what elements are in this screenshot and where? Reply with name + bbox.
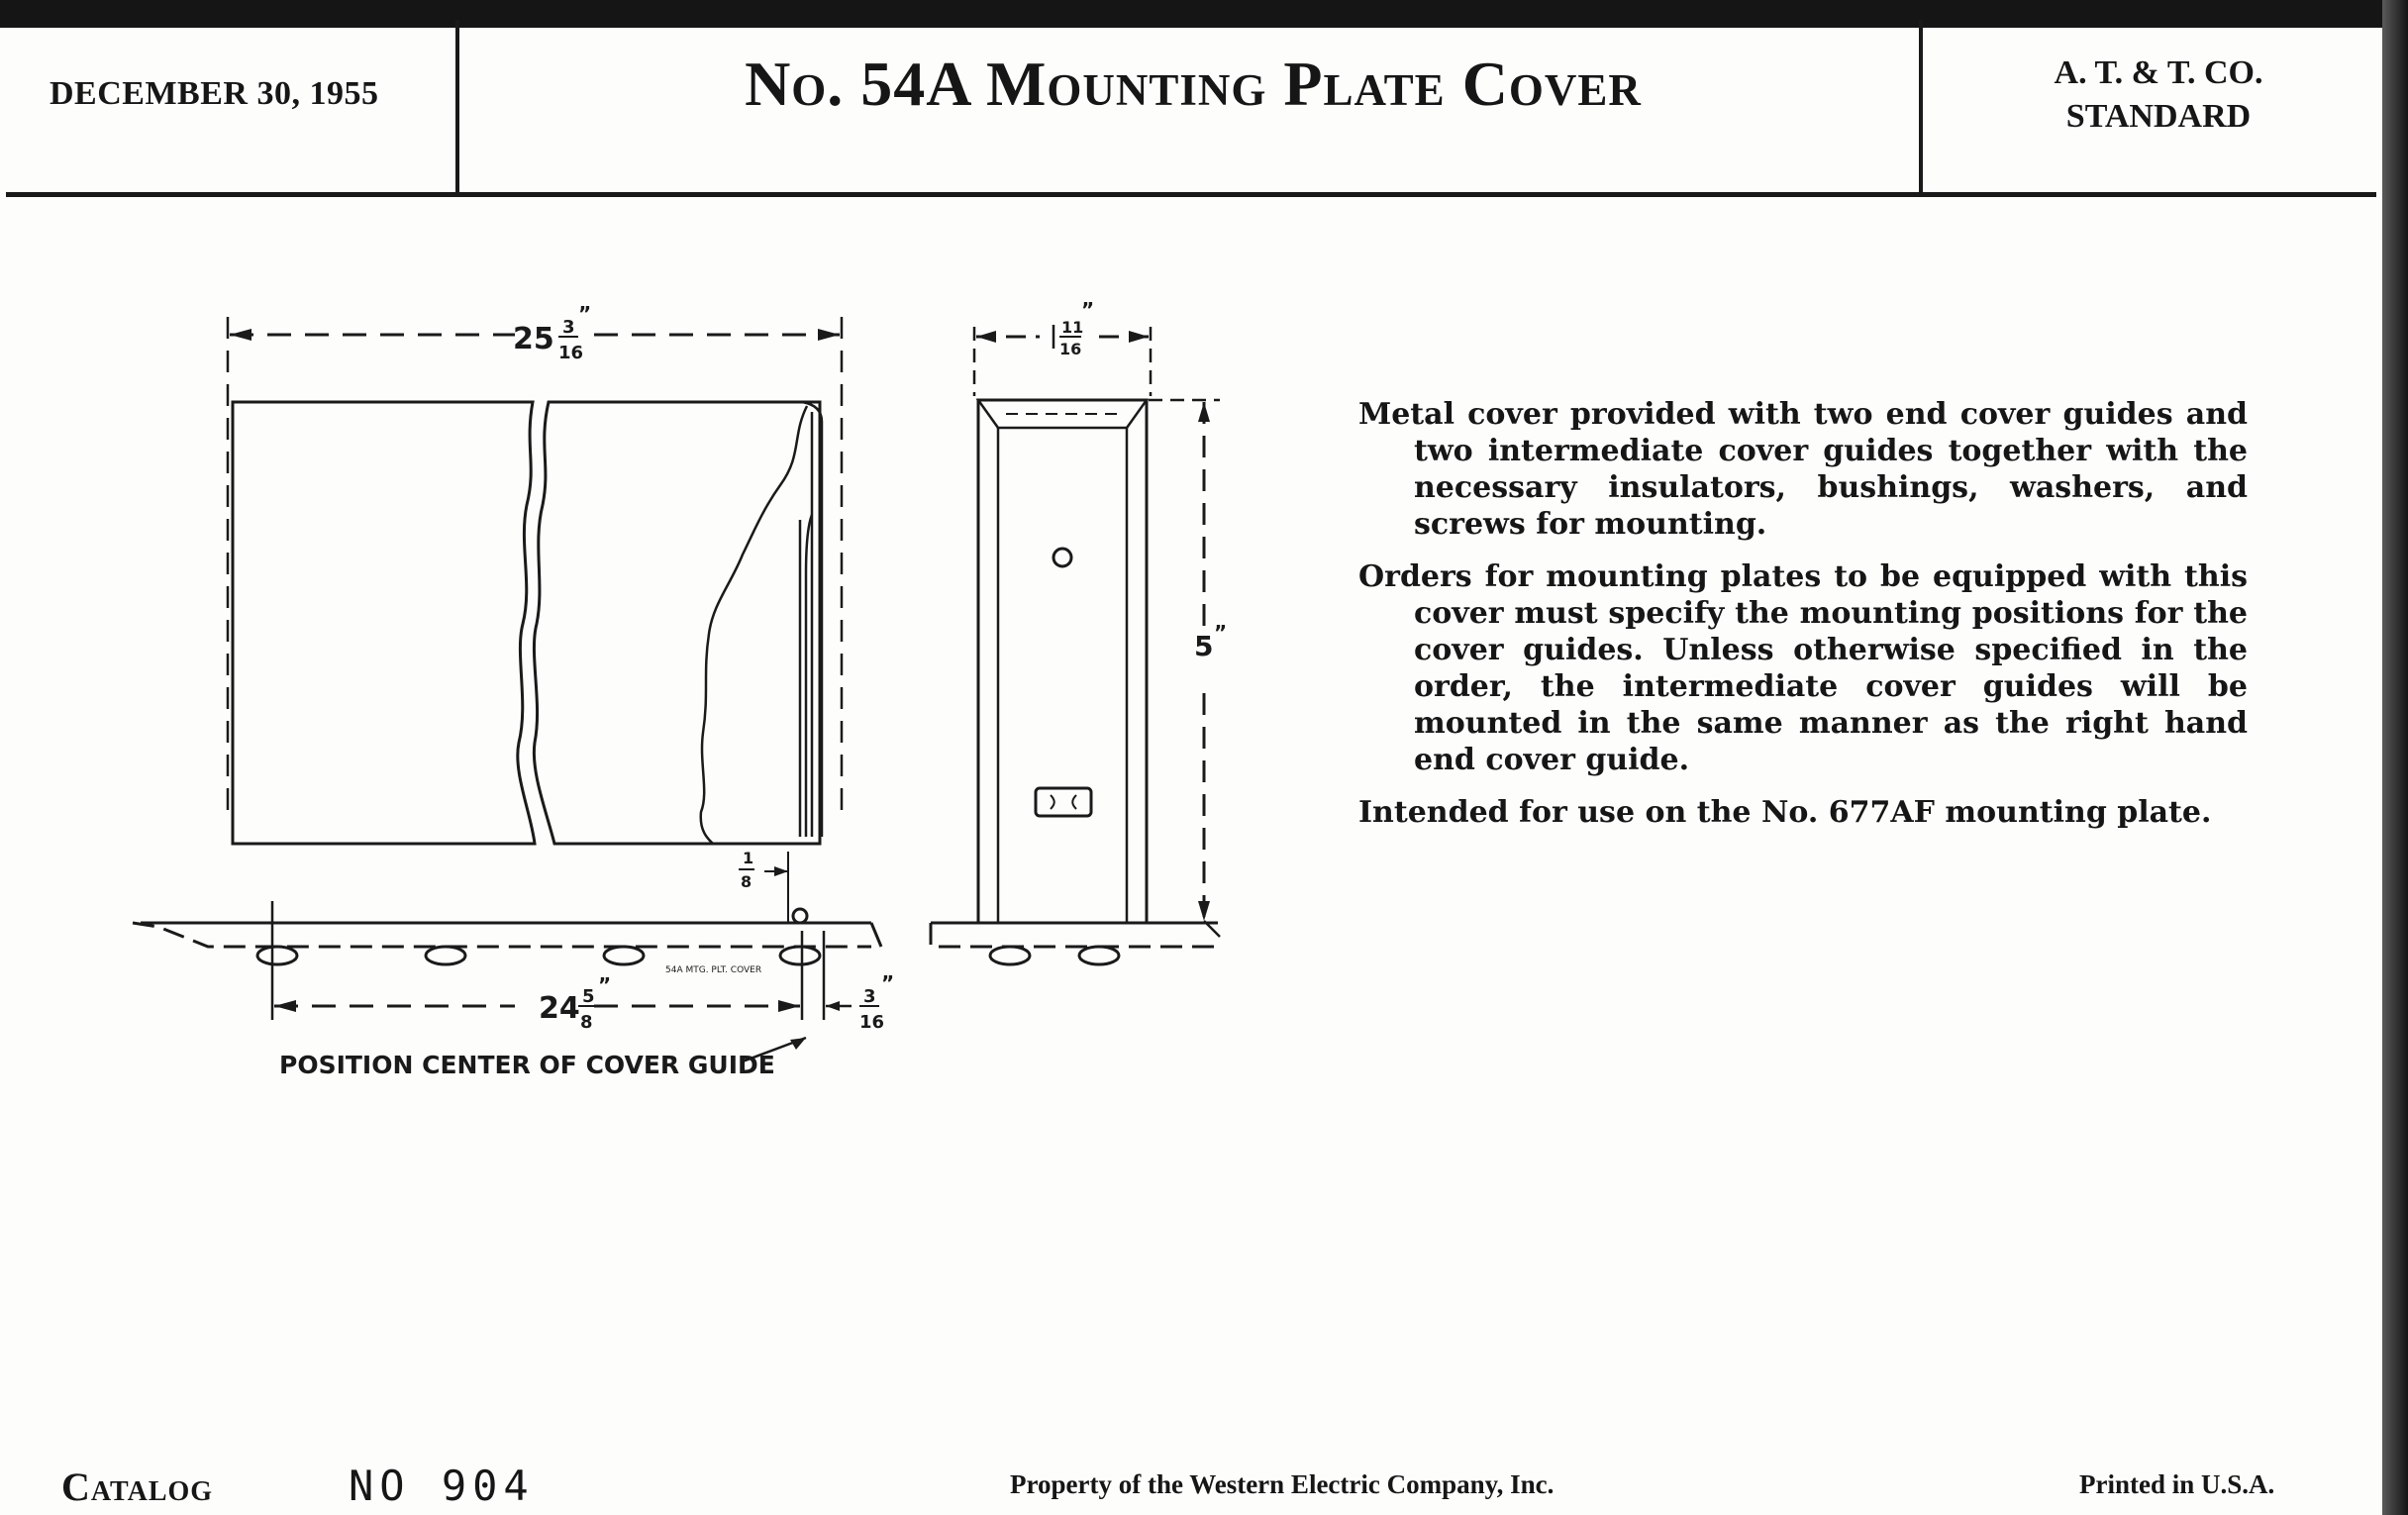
depth-dim-den: 16 <box>1059 340 1082 358</box>
description <box>1358 396 2248 847</box>
front-view <box>133 302 894 1079</box>
header-divider-right <box>1919 20 1923 196</box>
description-paragraph: Intended for use on the No. 677AF mounting plate. <box>1358 795 2212 830</box>
guide-stamp: 54A MTG. PLT. COVER <box>665 965 762 975</box>
printed-notice: Printed in U.S.A. <box>2079 1469 2275 1499</box>
standard-line-1: A. T. & T. CO. <box>2054 54 2263 91</box>
property-notice: Property of the Western Electric Company, Inc. <box>1010 1469 1555 1499</box>
catalog-number: NO 904 <box>349 1462 535 1510</box>
guide-caption: POSITION CENTER OF COVER GUIDE <box>279 1051 775 1079</box>
depth-dim-num: 11 <box>1061 318 1084 337</box>
guide-dim-whole: 24 <box>539 991 580 1026</box>
description-paragraph: Orders for mounting plates to be equipped with this cover must specify the mounting positions for the cover guides. Unless otherwise specified in the order, the intermediate cover guides will be mounted in the same manner as the right hand end cover guide. <box>1358 559 2248 777</box>
clear-dim-num: 1 <box>743 849 754 867</box>
standard-line-2: STANDARD <box>2065 98 2252 135</box>
height-inch-mark: ” <box>1214 621 1228 645</box>
offset-dim-den: 16 <box>859 1012 885 1033</box>
header-rule <box>6 192 2376 197</box>
width-inch-mark: ” <box>578 302 592 326</box>
guide-dim-num: 5 <box>582 986 595 1007</box>
description-paragraph: Metal cover provided with two end cover guides and two intermediate cover guides together with the necessary insulators, bushings, washers, and screws for mounting. <box>1358 397 2248 542</box>
issue-date: DECEMBER 30, 1955 <box>50 75 379 112</box>
scan-right-edge <box>2382 0 2408 1515</box>
offset-inch-mark: ” <box>881 971 895 995</box>
header-divider-left <box>455 20 459 196</box>
standard-block <box>1931 51 2386 139</box>
guide-inch-mark: ” <box>598 973 612 997</box>
technical-drawing <box>119 297 1248 1089</box>
width-dim-den: 16 <box>558 343 584 363</box>
clear-dim-den: 8 <box>741 872 752 891</box>
width-dim-num: 3 <box>562 317 575 338</box>
page-title: No. 54A Mounting Plate Cover <box>745 49 1642 119</box>
catalog-label: Catalog <box>61 1464 214 1509</box>
depth-inch-mark: ” <box>1081 298 1095 322</box>
offset-dim-num: 3 <box>863 986 876 1007</box>
end-view <box>931 298 1227 964</box>
scan-top-edge <box>0 0 2408 28</box>
height-dim: 5 <box>1194 630 1214 662</box>
width-dim-whole: 25 <box>513 322 554 356</box>
guide-dim-den: 8 <box>580 1012 593 1033</box>
